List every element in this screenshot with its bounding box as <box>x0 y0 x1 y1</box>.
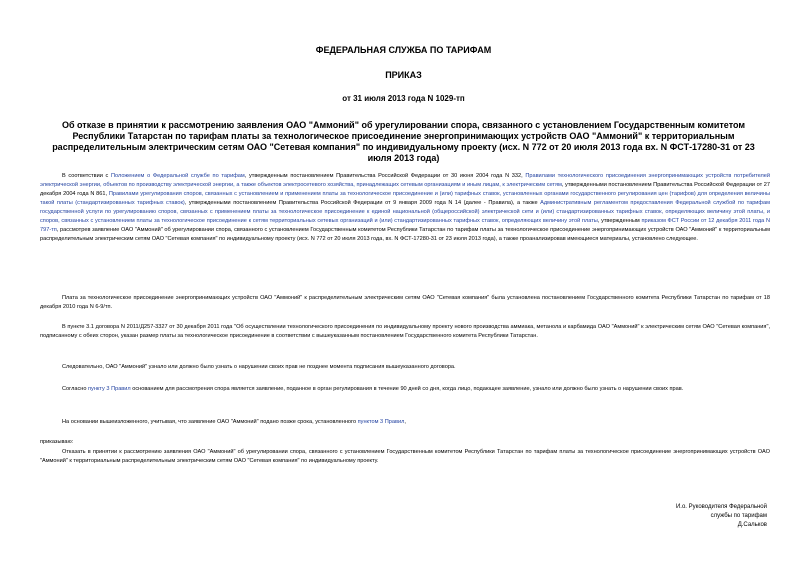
signature-position: И.о. Руководителя Федеральной <box>675 504 767 510</box>
document-title: Об отказе в принятии к рассмотрению заявления ОАО "Аммоний" об урегулировании спора, связанного с установлением Государственным комитетом Республики Татарстан по тарифам платы за технологическое присоединение энергопринимающих устройств ОАО "Аммоний" к территориальным распределительным электрическим сетям ОАО "Сетевая компания" по индивидуальному проекту (исх. N 772 от 20 июля 2013 года вх. N ФСТ-17280-31 от 23 июля 2013 года) <box>52 120 755 163</box>
link-admin-regulation[interactable]: Административным регламентом предоставления Федеральной службой по тарифам государственной услуги по урегулированию споров, связанных с применением платы за технологическое присоединение к единой национальной (общероссийской) электрической сети и (или) стандартизированных тарифных ставок, определяющих величину этой платы, и споров, связанных с установлением платы за технологическое присоединение к сетям территориальных сетевых организаций и (или) стандартизированных тарифных ставок, определяющих величину этой платы <box>40 200 770 224</box>
text: , <box>404 419 406 425</box>
paragraph-basis <box>40 418 770 427</box>
text: , утвержденными постановлением Правительства Российской Федерации от 27 декабря 2004 года N 861, <box>40 182 770 197</box>
link-connection-rules[interactable]: Правилами технологического присоединения энергопринимающих устройств потребителей электрической энергии, объектов по производству электрической энергии, а также объектов электросетевого хозяйства, принадлежащих сетевым организациям и иным лицам, к электрическим сетям <box>40 173 771 188</box>
order-word: приказываю: <box>40 439 74 445</box>
paragraph-legal-basis <box>40 172 770 244</box>
link-fst-regulation[interactable]: Положением о Федеральной службе по тарифам <box>111 173 245 179</box>
text: , рассмотрев заявление ОАО "Аммоний" об урегулировании спора, связанного с установлением Государственным комитетом Республики Татарстан по тарифам платы за технологическое присоединение энергопринимающих устройств ОАО "Аммоний" к территориальным распределительным электрическим сетям ОАО "Сетевая компания" по индивидуальному проекту (исх. N 772 от 20 июля 2013 года, вх. N ФСТ-17280-31 от 23 июля 2013 года), а также проанализировав имеющиеся материалы, установлено следующее. <box>40 227 770 242</box>
paragraph-text: Отказать в принятии к рассмотрению заявления ОАО "Аммоний" об урегулировании спора, связанного с установлением Государственным комитетом Республики Татарстан по тарифам платы за технологическое присоединение энергопринимающих устройств ОАО "Аммоний" к территориальным распределительным электрическим сетям ОАО "Сетевая компания" по индивидуальному проекту. <box>40 449 770 464</box>
signature-organization: службы по тарифам <box>710 513 767 519</box>
text: , утвержденным постановлением Правительства Российской Федерации от 30 июня 2004 года N 332, <box>244 173 526 179</box>
text: основанием для рассмотрения спора является заявление, поданное в орган регулирования в течение 90 дней со дня, когда лицо, подающее заявление, узнало или должно было узнать о нарушении своих прав. <box>130 386 684 392</box>
link-fst-order[interactable]: приказом ФСТ России от 12 декабря 2011 года N 797-тп <box>40 218 770 233</box>
text: В соответствии с <box>62 173 111 179</box>
paragraph-text: Следовательно, ОАО "Аммоний" узнало или должно было узнать о нарушении своих прав не позднее момента подписания вышеуказанного договора. <box>62 364 456 370</box>
paragraph-text: В пункте 3.1 договора N 2011/Д257-3327 от 30 декабря 2011 года "Об осуществлении технологического присоединения по индивидуальному проекту нового производства аммиака, метанола и карбамида ОАО "Аммоний" к электрическим сетям ОАО "Сетевая компания", подписанному с обеих сторон, указан размер платы за технологическое присоединение в соответствии с вышеуказанным постановлением Государственного комитета Республики Татарстан. <box>40 324 770 339</box>
paragraph-conclusion <box>40 363 770 372</box>
text: , утвержденными постановлением Правительства Российской Федерации от 9 января 2009 года N 14 (далее - Правила), а также <box>184 200 541 206</box>
document-type: ПРИКАЗ <box>385 70 422 80</box>
link-rule-3[interactable]: пункту 3 Правил <box>88 386 131 392</box>
paragraph-decision <box>40 448 770 466</box>
paragraph-text: Плата за технологическое присоединение энергопринимающих устройств ОАО "Аммоний" к распределительным электрическим сетям ОАО "Сетевая компания" была установлена постановлением Государственного комитета Республики Татарстан по тарифам от 18 декабря 2010 года N 6-9/тп. <box>40 295 770 310</box>
document-date: от 31 июля 2013 года N 1029-тп <box>342 94 465 103</box>
text: На основании вышеизложенного, учитывая, что заявление ОАО "Аммоний" подано позже срока, установленного <box>62 419 358 425</box>
text: , утвержденным <box>597 218 642 224</box>
signature-name: Д.Сальков <box>737 522 767 528</box>
link-rule-3-second[interactable]: пунктом 3 Правил <box>357 419 405 425</box>
agency-name: ФЕДЕРАЛЬНАЯ СЛУЖБА ПО ТАРИФАМ <box>315 45 492 55</box>
paragraph-contract <box>40 323 770 341</box>
paragraph-rule-3 <box>40 385 770 394</box>
text: Согласно <box>62 386 88 392</box>
link-dispute-rules[interactable]: Правилами урегулирования споров, связанных с установлением и применением платы за технологическое присоединение и (или) тарифных ставок, установленных органами государственного регулирования цен (тарифов) для определения величины такой платы (стандартизированных тарифных ставок) <box>40 191 770 206</box>
paragraph-fee <box>40 294 770 312</box>
